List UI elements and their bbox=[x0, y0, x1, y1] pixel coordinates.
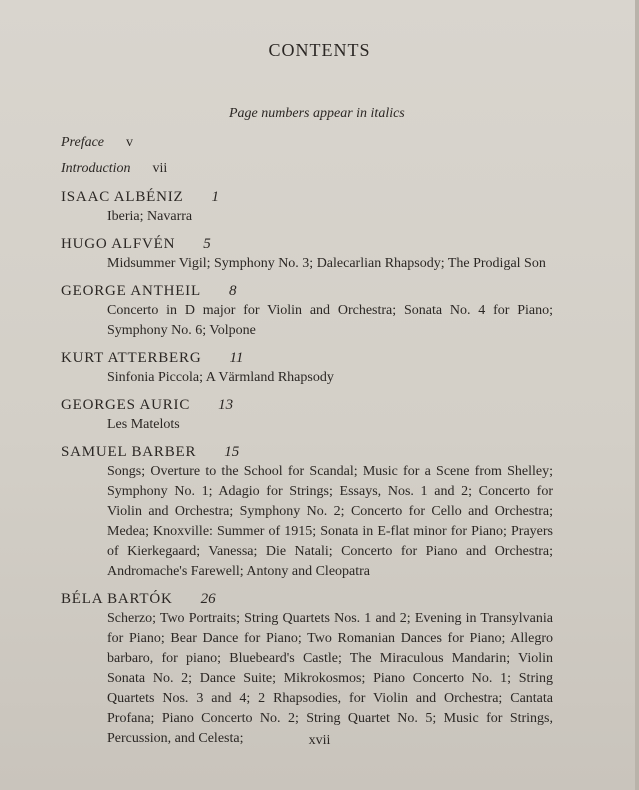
contents-entry bbox=[61, 348, 553, 388]
works-list: Scherzo; Two Portraits; String Quartets Nos. 1 and 2; Evening in Transylvania for Piano; Bear Dance for Piano; Two Romanian Dances for Piano; Allegro barbaro, for piano; Bluebeard's Castle; The Miraculous Mandarin; Violin Sonata No. 2; Dance Suite; Mikrokosmos; Piano Concerto No. 1; String Quartets Nos. 3 and 4; 2 Rhapsodies, for Violin and Orchestra; Cantata Profana; Piano Concerto No. 2; String Quartet No. 5; Music for Strings, Percussion, and Celesta; bbox=[107, 611, 553, 746]
page-number: 26 bbox=[200, 591, 216, 607]
contents-entry bbox=[61, 281, 553, 341]
front-matter-item bbox=[61, 132, 553, 154]
front-matter-page: v bbox=[126, 135, 134, 150]
works-list: Iberia; Navarra bbox=[107, 209, 193, 224]
contents-entry bbox=[61, 589, 553, 749]
contents-entry bbox=[61, 187, 553, 227]
composer-name: GEORGES AURIC bbox=[61, 397, 191, 413]
page-number: 5 bbox=[203, 236, 211, 252]
page-number: 15 bbox=[224, 444, 240, 460]
works-list: Sinfonia Piccola; A Värmland Rhapsody bbox=[107, 370, 334, 385]
works-list: Concerto in D major for Violin and Orchestra; Sonata No. 4 for Piano; Symphony No. 6; Volpone bbox=[107, 303, 553, 338]
front-matter-item bbox=[61, 158, 553, 180]
composer-name: BÉLA BARTÓK bbox=[61, 591, 173, 607]
front-matter-label: Introduction bbox=[61, 161, 131, 176]
page-number: 1 bbox=[211, 189, 219, 205]
front-matter-label: Preface bbox=[61, 135, 105, 150]
works-list: Les Matelots bbox=[107, 417, 180, 432]
page-number: 8 bbox=[228, 283, 237, 299]
contents-list bbox=[61, 128, 553, 749]
page-title: CONTENTS bbox=[268, 40, 371, 60]
composer-name: HUGO ALFVÉN bbox=[61, 236, 176, 252]
contents-entry bbox=[61, 442, 553, 582]
composer-name: KURT ATTERBERG bbox=[61, 350, 202, 366]
page-folio: xvii bbox=[308, 733, 331, 748]
contents-entry bbox=[61, 395, 553, 435]
contents-entry bbox=[61, 234, 553, 274]
page-number: 11 bbox=[229, 350, 244, 366]
works-list: Songs; Overture to the School for Scandal; Music for a Scene from Shelley; Symphony No. 1; Adagio for Strings; Essays, Nos. 1 and 2; Concerto for Violin and Orchestra; Symphony No. 2; Concerto for Cello and Orchestra; Medea; Knoxville: Summer of 1915; Sonata in E-flat minor for Piano; Prayers of Kierkegaard; Vanessa; Die Natali; Concerto for Piano and Orchestra; Andromache's Farewell; Antony and Cleopatra bbox=[107, 464, 553, 579]
works-list: Midsummer Vigil; Symphony No. 3; Dalecarlian Rhapsody; The Prodigal Son bbox=[107, 256, 546, 271]
composer-name: GEORGE ANTHEIL bbox=[61, 283, 201, 299]
page-number: 13 bbox=[218, 397, 234, 413]
composer-name: SAMUEL BARBER bbox=[61, 444, 197, 460]
front-matter-page: vii bbox=[152, 161, 168, 176]
italics-note: Page numbers appear in italics bbox=[229, 106, 405, 121]
page-edge bbox=[635, 0, 639, 790]
composer-name: ISAAC ALBÉNIZ bbox=[61, 189, 184, 205]
